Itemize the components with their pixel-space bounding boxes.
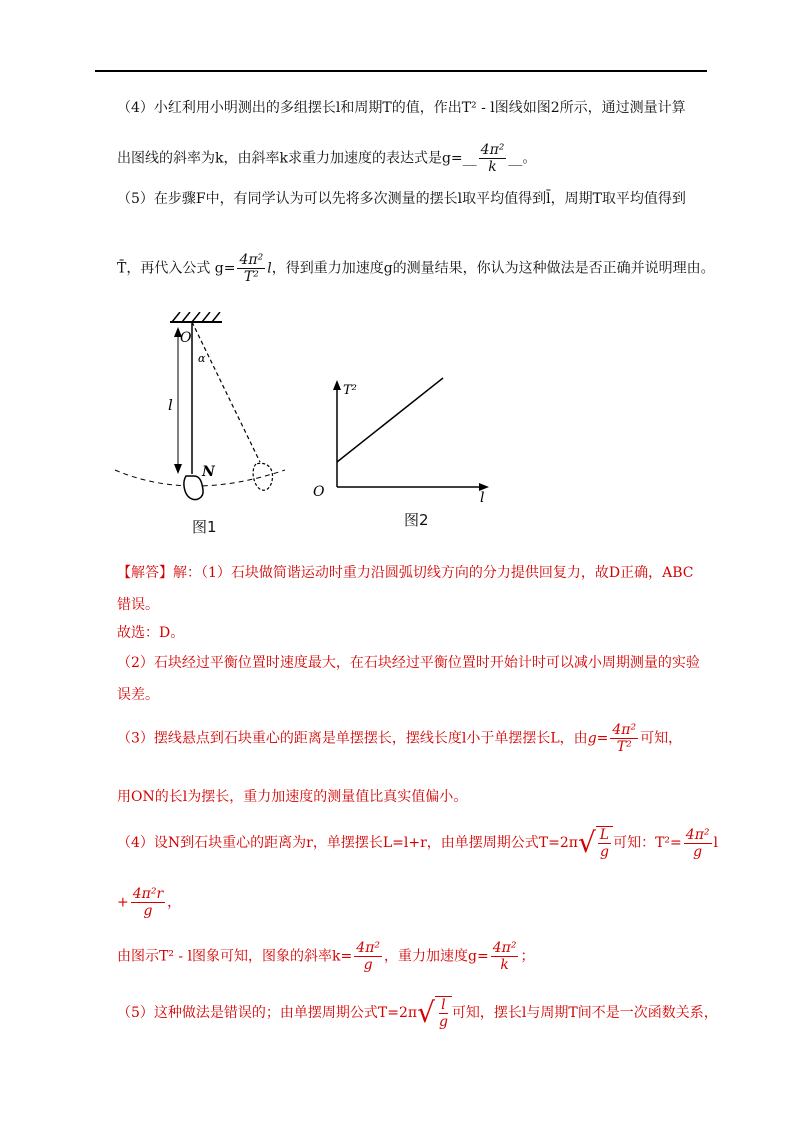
label-origin: O (313, 484, 325, 500)
stone-bob (184, 476, 203, 500)
answer-5-sqrt: √ $\frac{l}{g}$ (417, 996, 452, 1030)
label-l-axis: l (480, 490, 485, 502)
q5-line1: （5）在步骤F中，有同学认为可以先将多次测量的摆长l取平均值得到l̄，周期T取平均值得到 (117, 191, 686, 207)
arrow-head-bottom (174, 464, 182, 474)
answer-4-text-d: ，重力加速度g= (384, 948, 489, 965)
answer-4-sqrt: √ $\frac{L}{g}$ (578, 826, 613, 860)
answer-5-line1 (117, 996, 718, 1030)
answer-2-line1: （2）石块经过平衡位置时速度最大，在石块经过平衡位置时开始计时可以减小周期测量的实验 (117, 655, 700, 671)
answer-3-line2: 用ON的长l为摆长，重力加速度的测量值比真实值偏小。 (117, 789, 468, 805)
q4-line2 (117, 142, 536, 175)
answer-4-g-num: 4π² (492, 940, 517, 956)
answer-4-frac2-den: g (143, 903, 153, 919)
q4-frac-num: 4π² (480, 142, 505, 158)
figure2-caption: 图2 (404, 511, 429, 529)
q5-line2 (117, 252, 715, 285)
answer-4-k-num: 4π² (356, 940, 381, 956)
answer-4-frac2-num: 4π²r (132, 886, 164, 902)
answer-1-line2: 错误。 (117, 597, 159, 613)
label-T2: T² (343, 383, 357, 398)
answer-4-fraction (684, 827, 712, 860)
answer-5-text-a: （5）这种做法是错误的；由单摆周期公式T=2π (117, 1005, 418, 1021)
label-O: O (180, 330, 192, 346)
q4-line1: （4）小红利用小明测出的多组摆长l和周期T的值，作出T² - l图线如图2所示，通过测量计算 (117, 100, 686, 116)
answer-2-line2: 误差。 (117, 687, 159, 703)
answer-4-text-b: 可知：T²= (613, 835, 682, 851)
header-rule (95, 70, 707, 72)
answer-4-k-den: g (363, 957, 373, 973)
support-hatching (172, 312, 220, 322)
answer-5-text-b: 可知，摆长l与周期T间不是一次函数关系， (451, 1005, 718, 1021)
figure1-pendulum (110, 312, 290, 512)
answer-choice: 故选：D。 (117, 625, 185, 641)
displaced-stone (253, 463, 272, 490)
answer-4-line1 (117, 826, 718, 860)
answer-4-text-a: （4）设N到石块重心的距离为r，单摆摆长L=l+r，由单摆周期公式T=2π (117, 835, 578, 851)
answer-3-line1 (117, 722, 682, 755)
answer-4-text-c: 由图示T² - l图象可知，图象的斜率k= (117, 948, 353, 965)
answer-4-fraction2 (131, 886, 165, 919)
answer-5-sqrt-num: l (441, 997, 446, 1013)
answer-4-frac-den: g (693, 843, 703, 860)
q5-text-b: ，得到重力加速度g的测量结果，你认为这种做法是否正确并说明理由。 (271, 260, 715, 277)
figure1-caption: 图1 (192, 518, 217, 536)
q4-fraction (479, 142, 507, 175)
q4-text-b: __。 (508, 150, 537, 167)
q4-frac-den: k (488, 159, 497, 175)
y-axis-arrow (333, 380, 341, 390)
figure2-graph (305, 372, 505, 502)
label-alpha: α (198, 352, 206, 365)
answer-4-sqrt-num: L (599, 827, 610, 843)
answer-3-frac-den: T² (616, 739, 632, 755)
answer-4-k-fraction (354, 940, 382, 973)
label-N: N (202, 464, 215, 480)
q5-frac-tail: l (267, 260, 272, 277)
answer-4-plus: + (117, 894, 129, 911)
answer-heading: 【解答】 (117, 565, 173, 581)
answer-4-sqrt-den: g (599, 844, 609, 860)
q5-frac-den: T² (243, 269, 259, 285)
q5-text-a: T̄，再代入公式 g= (117, 260, 236, 277)
label-l: l (168, 396, 173, 414)
answer-3-frac-num: 4π² (612, 722, 637, 738)
q5-frac-num: 4π² (239, 252, 264, 268)
answer-3-g: g= (587, 730, 609, 747)
answer-4-tail: l (713, 835, 718, 851)
answer-3-text-b: 可知， (640, 730, 683, 747)
q4-text-a: 出图线的斜率为k，由斜率k求重力加速度的表达式是g=__ (117, 150, 477, 167)
answer-4-g-fraction (491, 940, 519, 973)
answer-3-fraction (610, 722, 638, 755)
answer-3-text-a: （3）摆线悬点到石块重心的距离是单摆摆长，摆线长度l小于单摆摆长L，由 (117, 730, 588, 747)
answer-4-frac-num: 4π² (685, 826, 710, 843)
answer-4-line3 (117, 940, 534, 973)
answer-4-semicolon: ； (520, 948, 535, 965)
answer-4-line2 (117, 886, 181, 919)
answer-4-comma: ， (167, 894, 182, 911)
answer-5-sqrt-den: g (438, 1014, 448, 1030)
answer-1-line1 (117, 564, 694, 582)
q5-fraction (237, 252, 265, 285)
answer-1-text: 解：（1）石块做简谐运动时重力沿圆弧切线方向的分力提供回复力，故D正确，ABC (173, 565, 694, 581)
displaced-string (192, 322, 260, 462)
answer-4-g-den: k (500, 957, 509, 973)
